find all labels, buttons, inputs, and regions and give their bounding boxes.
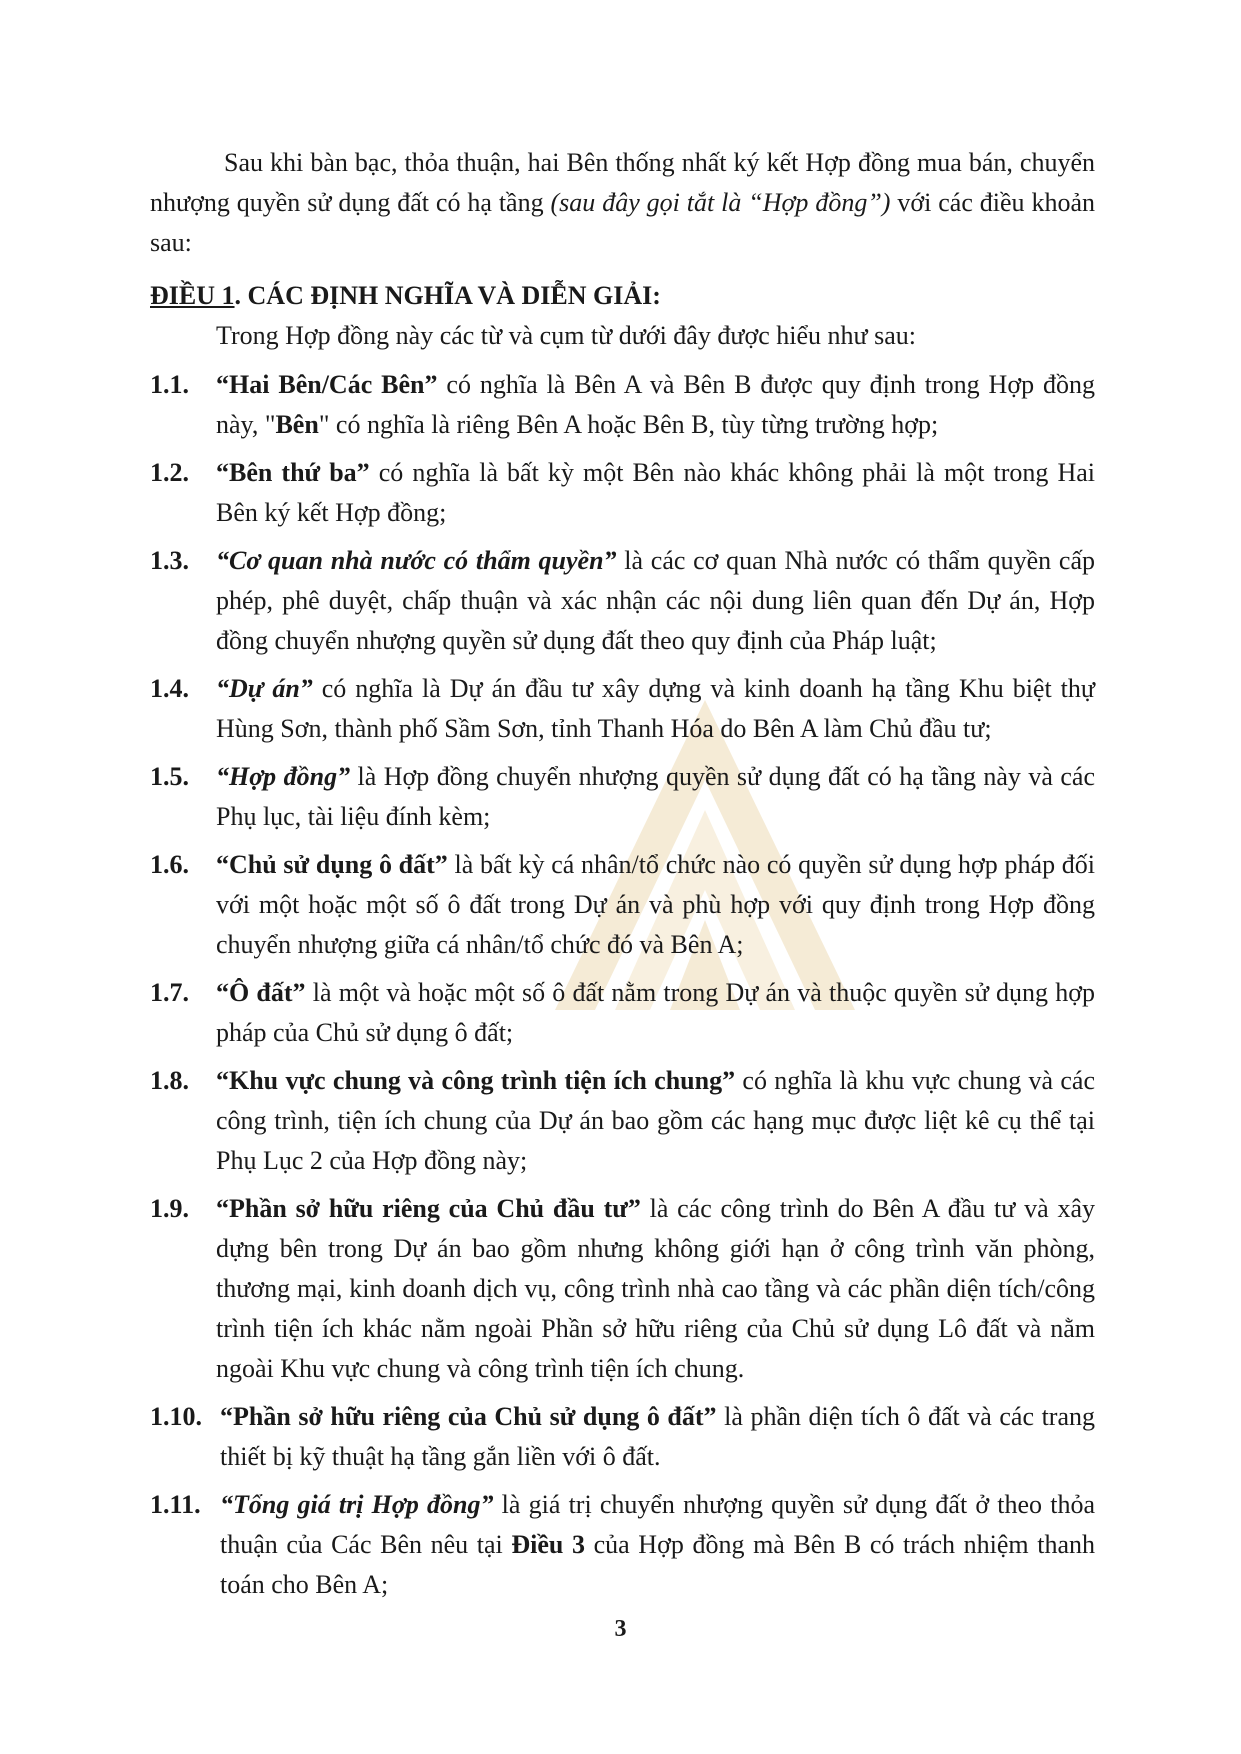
definition-item: 1.3. “Cơ quan nhà nước có thẩm quyền” là các cơ quan Nhà nước có thẩm quyền cấp phép, phê duyệt, chấp thuận và xác nhận các nội dung liên quan đến Dự án, Hợp đồng chuyển nhượng quyền sử dụng đất theo quy định của Pháp luật; <box>150 546 1095 655</box>
definition-item: 1.5. “Hợp đồng” là Hợp đồng chuyển nhượng quyền sử dụng đất có hạ tầng này và các Phụ lục, tài liệu đính kèm; <box>150 762 1095 831</box>
lead-paragraph: Trong Hợp đồng này các từ và cụm từ dưới đây được hiểu như sau: <box>216 321 916 350</box>
definition-item: 1.8. “Khu vực chung và công trình tiện ích chung” có nghĩa là khu vực chung và các công trình, tiện ích chung của Dự án bao gồm các hạng mục được liệt kê cụ thể tại Phụ Lục 2 của Hợp đồng này; <box>150 1066 1096 1175</box>
definition-item: 1.10. “Phần sở hữu riêng của Chủ sử dụng ô đất” là phần diện tích ô đất và các trang thiết bị kỹ thuật hạ tầng gắn liền với ô đất. <box>150 1402 1095 1471</box>
intro-paragraph: Sau khi bàn bạc, thỏa thuận, hai Bên thống nhất ký kết Hợp đồng mua bán, chuyển nhượng quyền sử dụng đất có hạ tầng (sau đây gọi tắt là “Hợp đồng”) với các điều khoản sau: <box>150 148 1095 257</box>
definition-item: 1.9. “Phần sở hữu riêng của Chủ đầu tư” là các công trình do Bên A đầu tư và xây dựng bên trong Dự án bao gồm nhưng không giới hạn ở công trình văn phòng, thương mại, kinh doanh dịch vụ, công trình nhà cao tầng và các phần diện tích/công trình tiện ích khác nằm ngoài Phần sở hữu riêng của Chủ sử dụng Lô đất và nằm ngoài Khu vực chung và công trình tiện ích chung. <box>150 1194 1095 1383</box>
article-number: ĐIỀU 1 <box>150 281 235 310</box>
definition-item: 1.6. “Chủ sử dụng ô đất” là bất kỳ cá nhân/tổ chức nào có quyền sử dụng hợp pháp đối với một hoặc một số ô đất trong Dự án và phù hợp với quy định trong Hợp đồng chuyển nhượng giữa cá nhân/tổ chức đó và Bên A; <box>150 850 1096 959</box>
definition-item: 1.2. “Bên thứ ba” có nghĩa là bất kỳ một Bên nào khác không phải là một trong Hai Bên ký kết Hợp đồng; <box>150 458 1095 527</box>
definition-item: 1.11. “Tổng giá trị Hợp đồng” là giá trị chuyển nhượng quyền sử dụng đất ở theo thỏa thuận của Các Bên nêu tại Điều 3 của Hợp đồng mà Bên B có trách nhiệm thanh toán cho Bên A; <box>150 1490 1095 1599</box>
definition-item: 1.4. “Dự án” có nghĩa là Dự án đầu tư xây dựng và kinh doanh hạ tầng Khu biệt thự Hùng Sơn, thành phố Sầm Sơn, tỉnh Thanh Hóa do Bên A làm Chủ đầu tư; <box>150 674 1095 743</box>
article-heading: ĐIỀU 1. CÁC ĐỊNH NGHĨA VÀ DIỄN GIẢI: <box>150 281 661 310</box>
page-number: 3 <box>614 1616 627 1642</box>
definition-item: 1.7. “Ô đất” là một và hoặc một số ô đất nằm trong Dự án và thuộc quyền sử dụng hợp pháp của Chủ sử dụng ô đất; <box>150 978 1095 1047</box>
definition-item: 1.1. “Hai Bên/Các Bên” có nghĩa là Bên A và Bên B được quy định trong Hợp đồng này, "Bên" có nghĩa là riêng Bên A hoặc Bên B, tùy từng trường hợp; <box>150 370 1095 439</box>
document-body <box>150 143 1095 1613</box>
